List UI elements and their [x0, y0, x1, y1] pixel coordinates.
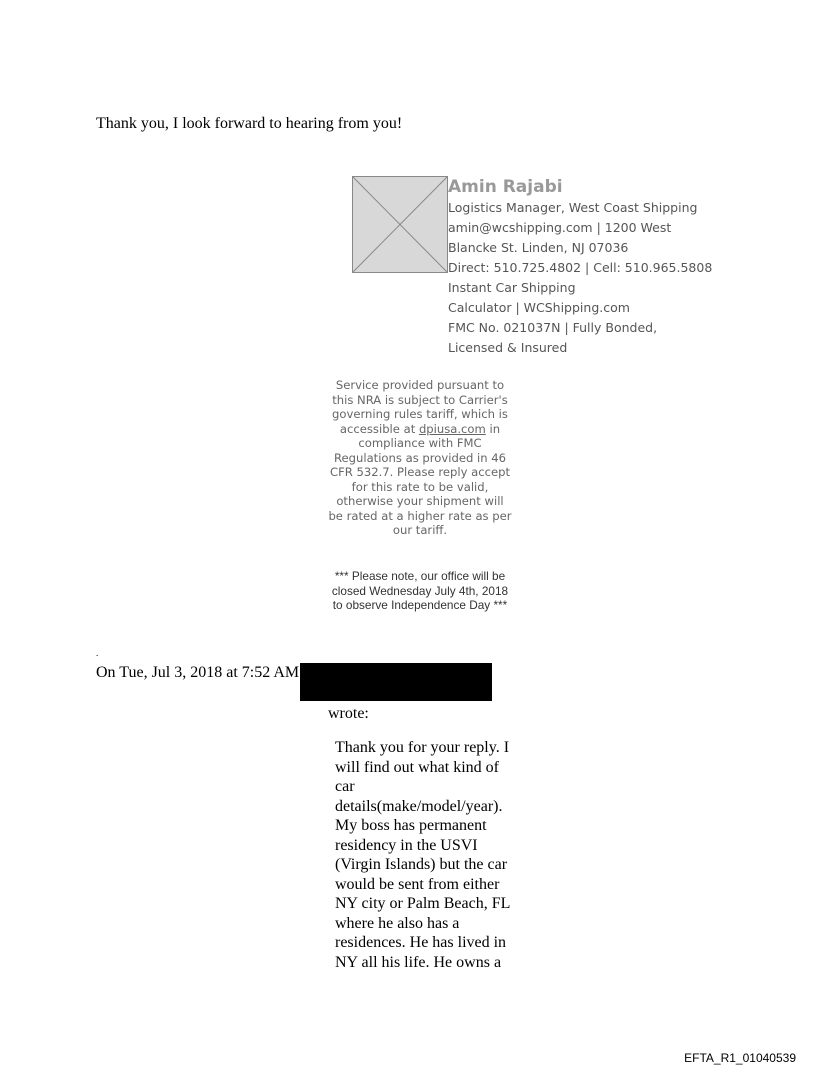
- signature-phone-line: Direct: 510.725.4802 | Cell: 510.965.5808: [448, 260, 713, 275]
- reply-line: My boss has permanent: [335, 817, 487, 834]
- disclaimer-text: Service provided pursuant to this NRA is subject to Carrier's governing rules tariff, which is accessible at: [332, 378, 508, 436]
- redaction-box: [300, 663, 492, 701]
- signature-line: Licensed & Insured: [448, 340, 568, 355]
- reply-line: car: [335, 778, 355, 795]
- reply-line: residency in the USVI: [335, 836, 478, 854]
- reply-line: (Virgin Islands) but the car: [335, 856, 508, 873]
- signature-line: FMC No. 021037N | Fully Bonded,: [448, 320, 658, 335]
- signature-line: Instant Car Shipping: [448, 280, 576, 295]
- signature-line: Blancke St. Linden, NJ 07036: [448, 240, 629, 255]
- reply-line: residences. He has lived in: [335, 934, 507, 951]
- reply-line: NY city or Palm Beach, FL: [335, 895, 511, 912]
- reply-line: will find out what kind of: [335, 758, 499, 776]
- email-signature: [448, 176, 748, 358]
- reply-line: Thank you for your reply. I: [335, 739, 510, 756]
- separator-dot: .: [96, 648, 99, 658]
- broken-image-icon: [352, 176, 448, 273]
- quote-wrote: wrote:: [328, 705, 369, 722]
- quote-attribution: On Tue, Jul 3, 2018 at 7:52 AM: [96, 664, 300, 681]
- signature-link-line[interactable]: Calculator | WCShipping.com: [448, 300, 630, 315]
- holiday-notice: *** Please note, our office will be closed Wednesday July 4th, 2018 to observe Independence Day ***: [331, 569, 509, 612]
- dpiusa-link[interactable]: dpiusa.com: [418, 421, 486, 436]
- tariff-disclaimer: [328, 378, 512, 538]
- quoted-reply: [335, 738, 525, 972]
- reply-line: details(make/model/year).: [335, 797, 503, 815]
- signature-email-line[interactable]: amin@wcshipping.com | 1200 West: [448, 220, 672, 235]
- signature-name: Amin Rajabi: [448, 177, 563, 197]
- reply-line: where he also has a: [335, 914, 460, 932]
- reply-line: would be sent from either: [335, 875, 500, 893]
- reply-line: NY all his life. He owns a: [335, 953, 502, 971]
- disclaimer-text: in compliance with FMC Regulations as provided in 46 CFR 532.7. Please reply accept for this rate to be valid, otherwise your shipment will be rated at a higher rate as per our tariff.: [328, 421, 512, 537]
- document-id: EFTA_R1_01040539: [684, 1051, 796, 1065]
- signature-line: Logistics Manager, West Coast Shipping: [448, 200, 698, 215]
- intro-text: Thank you, I look forward to hearing from you!: [96, 115, 403, 132]
